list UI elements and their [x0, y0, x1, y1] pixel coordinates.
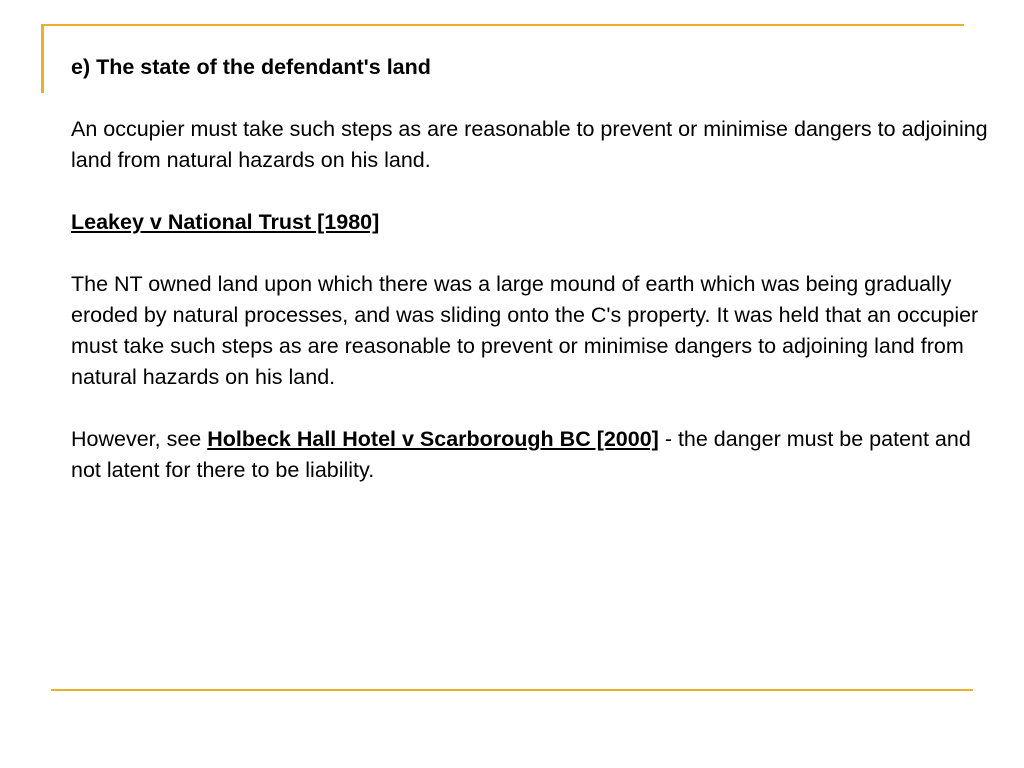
however-prefix: However, see	[71, 427, 208, 451]
second-case-title: Holbeck Hall Hotel v Scarborough BC [2000]	[207, 427, 659, 451]
case-facts-paragraph: The NT owned land upon which there was a large mound of earth which was being gradually eroded by natural processes, and was sliding onto the C's property. It was held that an occupier must take such steps as are reasonable to prevent or minimise dangers to adjoining land from natural hazards on his land.	[71, 272, 979, 389]
spacer	[71, 393, 1001, 424]
spacer	[71, 238, 1001, 269]
slide-body	[71, 52, 1001, 486]
slide-heading: e) The state of the defendant's land	[71, 55, 431, 79]
case-title: Leakey v National Trust [1980]	[71, 210, 380, 234]
spacer	[71, 83, 1001, 114]
accent-top-rule	[41, 24, 964, 26]
spacer	[71, 176, 1001, 207]
rule-paragraph: An occupier must take such steps as are reasonable to prevent or minimise dangers to adjoining land from natural hazards on his land.	[71, 117, 988, 172]
however-paragraph	[71, 424, 1001, 486]
accent-bottom-rule	[51, 689, 973, 691]
however-suffix: - the danger must be patent and not latent for there to be liability.	[71, 427, 971, 482]
accent-vertical-line	[41, 25, 44, 93]
